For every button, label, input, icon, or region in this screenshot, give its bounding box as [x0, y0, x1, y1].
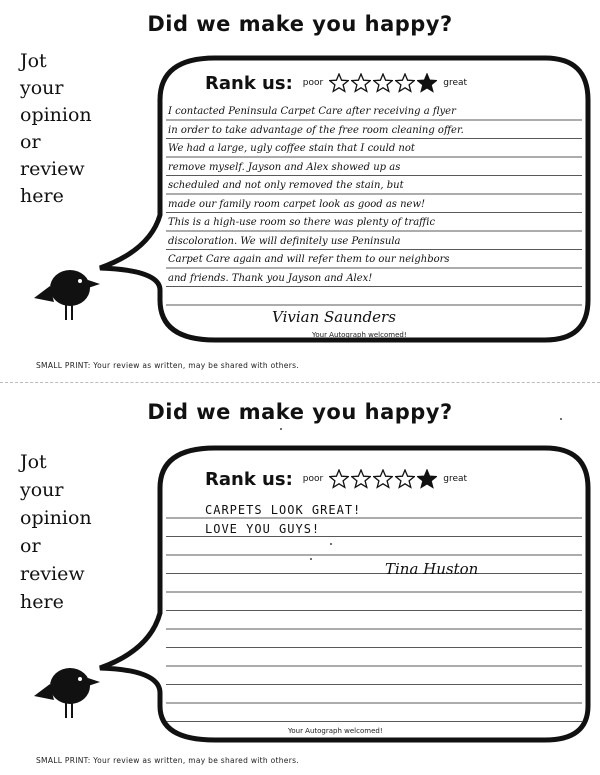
prompt-line: your	[20, 77, 64, 99]
prompt-line: Jot	[20, 451, 47, 473]
prompt-line: review	[20, 158, 85, 180]
review-text	[205, 501, 565, 538]
star-icon	[351, 73, 371, 93]
prompt-line: here	[20, 185, 64, 207]
rank-row	[205, 68, 467, 98]
review-line: Carpet Care again and will refer them to our neighbors	[168, 254, 450, 265]
review-line: in order to take advantage of the free room cleaning offer.	[168, 124, 464, 136]
rank-label: Rank us:	[205, 72, 293, 94]
jot-prompt	[20, 48, 130, 210]
bird-icon	[32, 262, 104, 328]
review-line: and friends. Thank you Jayson and Alex!	[168, 272, 373, 284]
prompt-line: or	[20, 131, 41, 153]
autograph-label: Your Autograph welcomed!	[288, 727, 383, 735]
star-icon	[373, 73, 393, 93]
rank-label: Rank us:	[205, 468, 293, 490]
review-line: scheduled and not only removed the stain, but	[168, 180, 404, 191]
rank-high-label: great	[443, 78, 468, 88]
review-line: I contacted Peninsula Carpet Care after receiving a flyer	[168, 106, 456, 117]
review-line: CARPETS LOOK GREAT!	[205, 503, 362, 517]
star-rating	[329, 469, 437, 489]
prompt-line: or	[20, 535, 41, 557]
star-icon	[395, 73, 415, 93]
review-card-2	[0, 388, 600, 768]
cut-divider	[0, 382, 600, 383]
rank-low-label: poor	[302, 474, 324, 484]
star-rating	[329, 73, 437, 93]
review-line: made our family room carpet look as good as new!	[168, 198, 426, 210]
signature: Vivian Saunders	[272, 308, 396, 326]
rank-low-label: poor	[302, 78, 324, 88]
prompt-line: opinion	[20, 507, 92, 529]
small-print: SMALL PRINT: Your review as written, may be shared with others.	[36, 756, 300, 765]
prompt-line: your	[20, 479, 64, 501]
scan-speck	[330, 543, 332, 545]
card-title: Did we make you happy?	[147, 12, 453, 36]
scan-speck	[560, 418, 562, 420]
star-icon	[329, 469, 349, 489]
star-icon	[373, 469, 393, 489]
bird-icon	[32, 660, 104, 726]
review-text	[168, 103, 583, 288]
review-line: remove myself. Jayson and Alex showed up as	[168, 161, 401, 173]
scan-speck	[310, 558, 312, 560]
star-icon	[351, 469, 371, 489]
star-icon	[329, 73, 349, 93]
prompt-line: opinion	[20, 104, 92, 126]
review-card-1	[0, 0, 600, 380]
prompt-line: Jot	[20, 50, 47, 72]
review-line: LOVE YOU GUYS!	[205, 521, 321, 536]
jot-prompt	[20, 448, 130, 616]
signature: Tina Huston	[385, 560, 479, 578]
review-line: We had a large, ugly coffee stain that I could not	[168, 143, 415, 154]
star-icon	[417, 73, 437, 93]
rank-high-label: great	[443, 474, 468, 484]
star-icon	[417, 469, 437, 489]
prompt-line: here	[20, 591, 64, 613]
small-print: SMALL PRINT: Your review as written, may be shared with others.	[36, 361, 300, 370]
prompt-line: review	[20, 563, 85, 585]
card-title: Did we make you happy?	[147, 400, 453, 424]
review-line: discoloration. We will definitely use Peninsula	[168, 235, 401, 247]
review-line: This is a high-use room so there was plenty of traffic	[168, 217, 436, 228]
scan-speck	[280, 428, 282, 430]
rank-row	[205, 464, 467, 494]
star-icon	[395, 469, 415, 489]
autograph-label: Your Autograph welcomed!	[312, 331, 407, 339]
